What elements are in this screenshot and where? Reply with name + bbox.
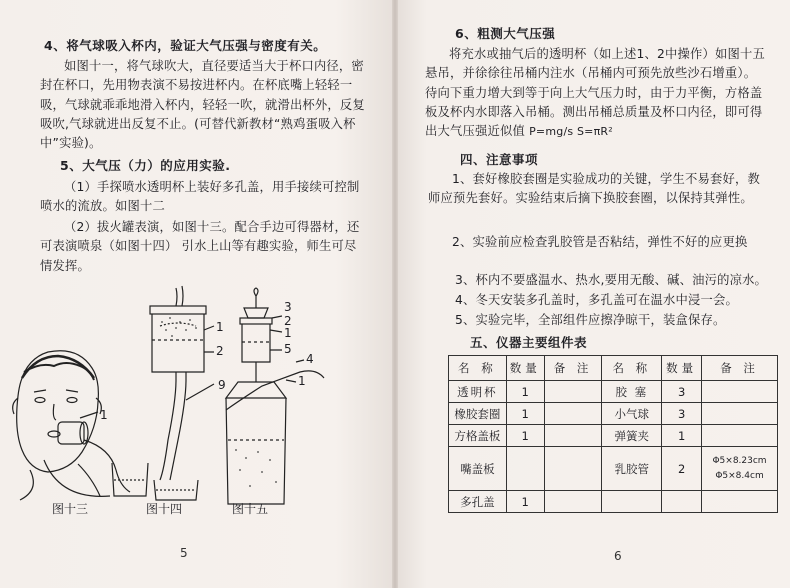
table-cell — [702, 425, 778, 447]
fig15-label-1b: 1 — [298, 374, 306, 388]
parts-table-heading: 五、仪器主要组件表 — [470, 335, 588, 350]
table-cell — [544, 381, 602, 403]
fig15-label-3: 3 — [284, 300, 292, 314]
table-cell — [506, 447, 544, 491]
section-5-title: 5、大气压（力）的应用实验. — [60, 158, 231, 173]
fig15-caption: 图十五 — [232, 502, 269, 516]
table-cell: 1 — [506, 403, 544, 425]
balloon-experiment-text: 如图十一，将气球吹大，直径要适当大于杯口内径，密封在杯口，先用物表演不易按进杯内。在杯底嘴上轻轻一吸，气球就乖乖地滑入杯内，轻轻一吹，就滑出杯外，反复吸吹,气球就进出反复不止。(可替代新教材“熟鸡蛋吸入杯中”实验)。 — [40, 59, 365, 151]
fig15-label-5: 5 — [284, 342, 292, 356]
fig15-label-1a: 1 — [284, 326, 292, 340]
table-cell: 透明杯 — [449, 381, 507, 403]
spray-experiment-text: （1）手探喷水透明杯上装好多孔盖，用手接续可控制喷水的流放。如图十二 — [40, 180, 360, 214]
table-cell — [702, 491, 778, 513]
table-cell — [544, 425, 602, 447]
col-note-1: 备 注 — [544, 356, 602, 381]
table-cell: 方格盖板 — [449, 425, 507, 447]
table-cell: 1 — [506, 381, 544, 403]
fig14-label-1: 1 — [216, 320, 224, 334]
fig14-apparatus-drawing — [150, 286, 214, 500]
table-cell: 1 — [506, 425, 544, 447]
notes-heading: 四、注意事项 — [460, 152, 539, 167]
table-cell — [544, 403, 602, 425]
table-cell — [544, 447, 602, 491]
fig14-label-2: 2 — [216, 344, 224, 358]
table-cell: 1 — [662, 425, 702, 447]
table-row — [449, 447, 778, 491]
table-cell: 弹簧夹 — [602, 425, 662, 447]
page-number-right: 6 — [614, 549, 622, 563]
table-cell: 多孔盖 — [449, 491, 507, 513]
table-row — [449, 381, 778, 403]
table-cell: 乳胶管 — [602, 447, 662, 491]
col-qty-2: 数量 — [662, 356, 702, 381]
fig15-label-2: 2 — [284, 314, 292, 328]
col-name-1: 名 称 — [449, 356, 507, 381]
fig14-label-9: 9 — [218, 378, 226, 392]
fig15-apparatus-drawing — [226, 288, 324, 504]
parts-table — [448, 355, 778, 513]
note-4: 4、冬天安装多孔盖时，多孔盖可在温水中浸一会。 — [455, 293, 738, 307]
tube-spec-2: Φ5×8.4cm — [715, 470, 764, 481]
table-cell: 嘴盖板 — [449, 447, 507, 491]
table-cell: 2 — [662, 447, 702, 491]
section-6-title: 6、粗测大气压强 — [455, 26, 556, 41]
note-3: 3、杯内不要盛温水、热水,要用无酸、碱、油污的凉水。 — [455, 273, 768, 287]
table-header-row — [449, 356, 778, 381]
table-cell: 1 — [506, 491, 544, 513]
table-cell — [662, 491, 702, 513]
page-number-left: 5 — [180, 546, 188, 560]
table-cell — [702, 403, 778, 425]
table-cell: 3 — [662, 403, 702, 425]
pressure-measurement-text — [425, 45, 765, 141]
pressure-formula: P=mg/s S=πR² — [529, 125, 613, 139]
table-cell — [544, 491, 602, 513]
table-cell — [702, 447, 778, 491]
table-row — [449, 403, 778, 425]
table-row — [449, 491, 778, 513]
pressure-measurement-body: 将充水或抽气后的透明杯（如上述1、2中操作）如图十五悬吊，并徐徐往吊桶内注水（吊桶内可预先放些沙石增重）。待向下重力增大到等于向上大气压力时，由于力平衡，方格盖板及杯内水即落入吊桶。测出吊桶总质量及杯口内径，即可得出大气压强近似值 — [425, 47, 765, 139]
table-cell: 胶 塞 — [602, 381, 662, 403]
col-name-2: 名 称 — [602, 356, 662, 381]
table-cell — [602, 491, 662, 513]
table-cell: 橡胶套圈 — [449, 403, 507, 425]
tube-spec-1: Φ5×8.23cm — [712, 455, 767, 466]
fig13-label-1: 1 — [100, 408, 108, 422]
col-qty-1: 数量 — [506, 356, 544, 381]
note-1: 1、套好橡胶套圈是实验成功的关键，学生不易套好，教师应预先套好。实验结束后摘下换胶套圈，以保持其弹性。 — [428, 172, 760, 206]
table-cell: 3 — [662, 381, 702, 403]
table-cell: 小气球 — [602, 403, 662, 425]
note-5: 5、实验完毕，全部组件应擦净晾干，装盒保存。 — [455, 313, 726, 327]
note-2: 2、实验前应检查乳胶管是否粘结，弹性不好的应更换 — [452, 235, 748, 249]
col-note-2: 备 注 — [702, 356, 778, 381]
cupping-experiment-text: （2）拔火罐表演，如图十三。配合手边可得器材，还可表演喷泉（如图十四） 引水上山等有趣实验，师生可尽情发挥。 — [40, 220, 360, 273]
section-4-title: 4、将气球吸入杯内，验证大气压强与密度有关。 — [44, 38, 327, 53]
fig13-caption: 图十三 — [52, 502, 89, 516]
table-row — [449, 425, 778, 447]
table-cell — [702, 381, 778, 403]
fig14-caption: 图十四 — [146, 502, 183, 516]
fig15-label-4: 4 — [306, 352, 314, 366]
